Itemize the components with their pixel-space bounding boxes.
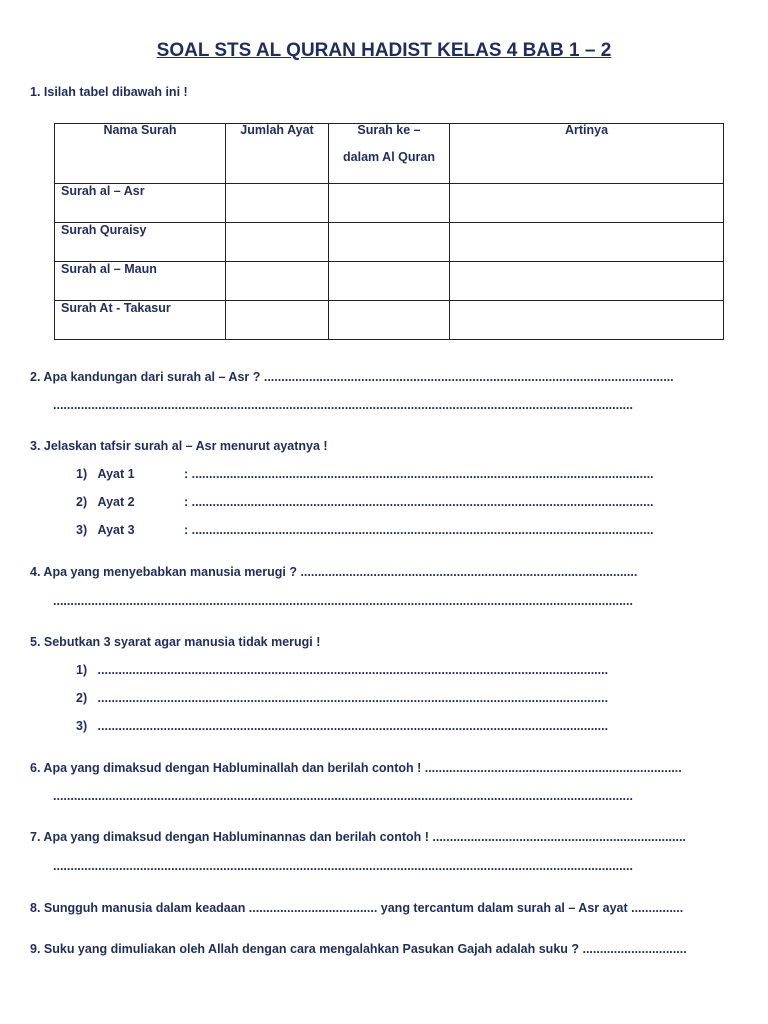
table-cell-empty[interactable] bbox=[329, 184, 450, 223]
table-cell-empty[interactable] bbox=[329, 262, 450, 301]
table-cell-empty[interactable] bbox=[226, 223, 329, 262]
question-1: 1. Isilah tabel dibawah ini ! bbox=[30, 85, 188, 99]
question-7: 7. Apa yang dimaksud dengan Habluminannas dan berilah contoh ! ......................................................................... bbox=[30, 830, 686, 844]
answer-line[interactable]: ....................................................................................................................................................................... bbox=[53, 398, 633, 412]
question-9: 9. Suku yang dimuliakan oleh Allah dengan cara mengalahkan Pasukan Gajah adalah suku ? .............................. bbox=[30, 942, 687, 956]
table-cell-empty[interactable] bbox=[329, 223, 450, 262]
list-item-syarat-2[interactable]: 2) ................................................................................................................................................... bbox=[76, 691, 609, 705]
header-jumlah-ayat: Jumlah Ayat bbox=[226, 124, 329, 184]
table-cell-empty[interactable] bbox=[450, 301, 724, 340]
list-item-ayat-1: 1) Ayat 1 bbox=[76, 467, 135, 481]
table-cell-empty[interactable] bbox=[226, 262, 329, 301]
table-row bbox=[55, 184, 724, 223]
question-5: 5. Sebutkan 3 syarat agar manusia tidak merugi ! bbox=[30, 635, 321, 649]
answer-line[interactable]: ....................................................................................................................................................................... bbox=[53, 859, 633, 873]
table-cell-empty[interactable] bbox=[450, 262, 724, 301]
list-item-ayat-3: 3) Ayat 3 bbox=[76, 523, 135, 537]
table-header-row bbox=[55, 124, 724, 184]
header-artinya: Artinya bbox=[450, 124, 724, 184]
header-surah-ke: Surah ke – dalam Al Quran bbox=[329, 124, 450, 184]
surah-table bbox=[54, 123, 724, 340]
question-3: 3. Jelaskan tafsir surah al – Asr menurut ayatnya ! bbox=[30, 439, 328, 453]
table-cell-surah: Surah al – Maun bbox=[55, 262, 226, 301]
table-cell-empty[interactable] bbox=[329, 301, 450, 340]
table-row bbox=[55, 223, 724, 262]
page-title: SOAL STS AL QURAN HADIST KELAS 4 BAB 1 – 2 bbox=[156, 40, 612, 61]
answer-line[interactable]: ....................................................................................................................................................................... bbox=[53, 789, 633, 803]
table-cell-empty[interactable] bbox=[450, 184, 724, 223]
table-cell-empty[interactable] bbox=[226, 184, 329, 223]
table-cell-empty[interactable] bbox=[226, 301, 329, 340]
question-2: 2. Apa kandungan dari surah al – Asr ? ...................................................................................................................... bbox=[30, 370, 674, 384]
table-row bbox=[55, 301, 724, 340]
header-nama-surah: Nama Surah bbox=[55, 124, 226, 184]
table-cell-empty[interactable] bbox=[450, 223, 724, 262]
answer-line[interactable]: : ..................................................................................................................................... bbox=[184, 495, 654, 509]
table-cell-surah: Surah At - Takasur bbox=[55, 301, 226, 340]
list-item-ayat-2: 2) Ayat 2 bbox=[76, 495, 135, 509]
table-row bbox=[55, 262, 724, 301]
answer-line[interactable]: : ..................................................................................................................................... bbox=[184, 523, 654, 537]
question-8: 8. Sungguh manusia dalam keadaan ..................................... yang tercantum dalam surah al – Asr ayat ............... bbox=[30, 901, 684, 915]
table-cell-surah: Surah Quraisy bbox=[55, 223, 226, 262]
question-6: 6. Apa yang dimaksud dengan Habluminallah dan berilah contoh ! .......................................................................... bbox=[30, 761, 682, 775]
question-4: 4. Apa yang menyebabkan manusia merugi ? ................................................................................................. bbox=[30, 565, 638, 579]
table-cell-surah: Surah al – Asr bbox=[55, 184, 226, 223]
answer-line[interactable]: ....................................................................................................................................................................... bbox=[53, 594, 633, 608]
list-item-syarat-1[interactable]: 1) ................................................................................................................................................... bbox=[76, 663, 609, 677]
answer-line[interactable]: : ..................................................................................................................................... bbox=[184, 467, 654, 481]
list-item-syarat-3[interactable]: 3) ................................................................................................................................................... bbox=[76, 719, 609, 733]
